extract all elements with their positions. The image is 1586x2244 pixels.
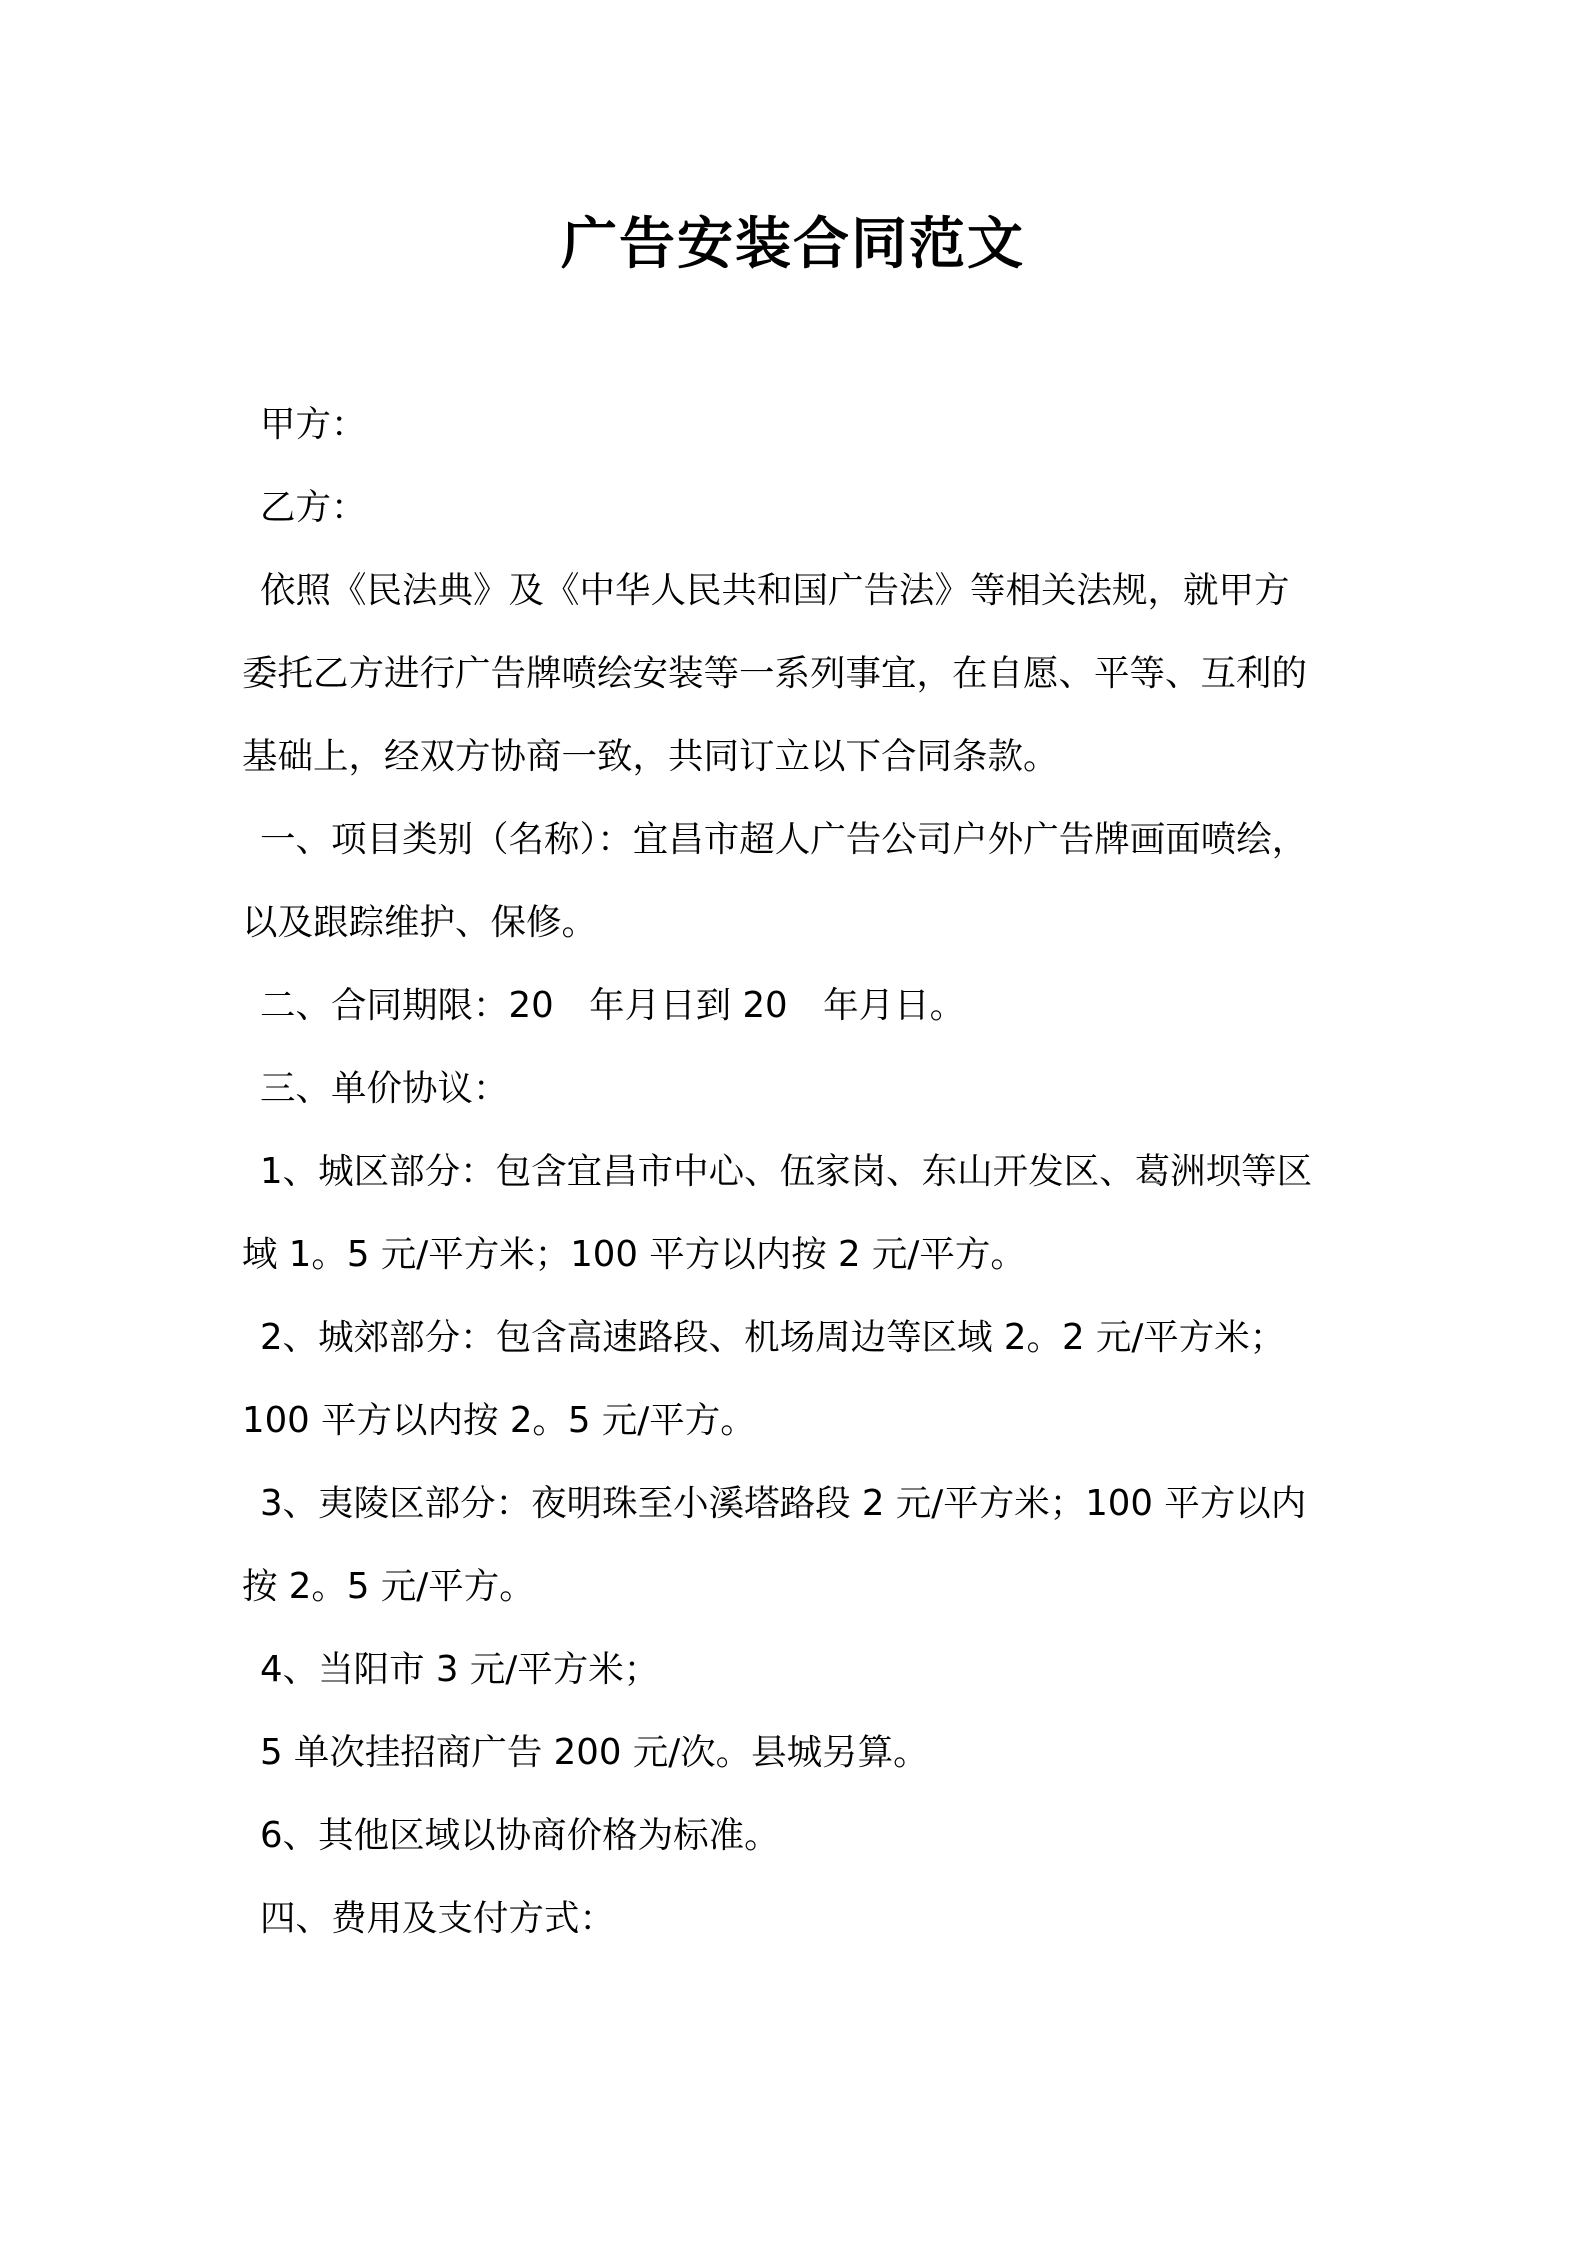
list-item: 6、其他区域以协商价格为标准。 <box>260 1815 780 1856</box>
list-item-continuation: 按 2。5 元/平方。 <box>242 1566 535 1607</box>
party-a-line: 甲方： <box>260 404 367 445</box>
list-item: 2、城郊部分：包含高速路段、机场周边等区域 2。2 元/平方米； <box>260 1317 1286 1358</box>
list-item: 3、夷陵区部分：夜明珠至小溪塔路段 2 元/平方米；100 平方以内 <box>260 1483 1307 1524</box>
party-b-line: 乙方： <box>260 487 367 528</box>
list-item-continuation: 域 1。5 元/平方米；100 平方以内按 2 元/平方。 <box>242 1234 1026 1275</box>
section-heading: 三、单价协议： <box>260 1068 509 1109</box>
paragraph-line: 依照《民法典》及《中华人民共和国广告法》等相关法规，就甲方 <box>260 570 1290 611</box>
section-heading: 二、合同期限：20 年月日到 20 年月日。 <box>260 985 966 1026</box>
document-title: 广告安装合同范文 <box>561 212 1025 277</box>
section-heading: 四、费用及支付方式： <box>260 1898 616 1939</box>
list-item: 1、城区部分：包含宜昌市中心、伍家岗、东山开发区、葛洲坝等区 <box>260 1151 1313 1192</box>
section-heading: 一、项目类别（名称）：宜昌市超人广告公司户外广告牌画面喷绘， <box>260 819 1308 860</box>
list-item: 5 单次挂招商广告 200 元/次。县城另算。 <box>260 1732 929 1773</box>
list-item: 4、当阳市 3 元/平方米； <box>260 1649 660 1690</box>
list-item-continuation: 100 平方以内按 2。5 元/平方。 <box>242 1400 756 1441</box>
paragraph-line: 委托乙方进行广告牌喷绘安装等一系列事宜，在自愿、平等、互利的 <box>242 653 1308 694</box>
paragraph-line: 基础上，经双方协商一致，共同订立以下合同条款。 <box>242 736 1059 777</box>
paragraph-line: 以及跟踪维护、保修。 <box>242 902 598 943</box>
